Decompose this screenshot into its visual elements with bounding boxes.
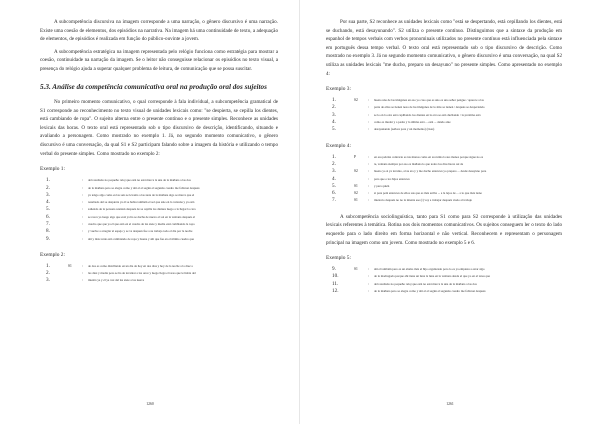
transcript-line: de la mañana pero se alegra como y ahí el el según el segundo cuadro me fallaron después [374,288,486,293]
transcript-row [40,192,278,199]
transcript-line: como es mudar y a padre y la última está ... está ... dando ante [374,120,451,125]
right-page [300,0,600,424]
example-label: Exemplo 4: [326,142,352,149]
speaker-label [68,199,82,206]
line-number: 9. [46,235,50,242]
examples-block-bottom [326,254,562,295]
transcript-line: del resultado no pequeño reloj que está no está marca la una de la mañana a las dos [374,281,477,286]
speaker-label [354,119,368,126]
transcript-line: saliendo de la persona reunían después de se cepilla los dientes luego a la llegar la cara [88,207,196,212]
transcript-row [326,197,562,204]
transcript-line: bueno una de las imágenes en eso yo creo que es uno es uno señor pengue / aparece a las [374,98,484,103]
separator: : [82,192,83,197]
paragraph: No primeiro momento comunicativo, o qual corresponde à fala individual, a subcompetência gramatical de S1 corresponde ao reconhecimento no texto visual de unidades lexicais como: "se despierta, se cepilla los dientes, está cambiando de ropa". O sujeito alterna entre o presente contínuo e o presente simples. Reconhece as unidades lexicais das horas. O texto oral está representado sob o tipo discursivo de descrição, identificando, situando e avaliando a personagem. Como mostrado no exemplo 1. Já, no segundo momento comunicativo, o gênero discursivo é uma conversação, da qual S1 e S2 participam falando sobre a imagem da história e utilizando o tempo verbal do presente simples. Como mostrado no exemplo 2: [40,99,278,157]
transcript-line: si para pelé entonces de ellos sus que es más arriba ... a la lejos de ... a lo que más tiene [374,191,482,196]
separator: : [368,105,369,110]
transcript-line: ahí y más tarde está cambiando de ropa y buena y ahí que fue en el último cuadro que [88,236,195,241]
separator: : [368,198,369,203]
line-number: 10. [332,273,339,280]
line-number: 11. [332,280,339,287]
separator: : [368,183,369,188]
examples-block-top [326,85,562,205]
example-label: Exemplo 1: [40,166,66,173]
paragraph: A subcompetência estratégica na imagem representada pelo relógio funciona como estratégia para mostrar a coesão, continuidade na narração da imagem. Se o leitor não conseguisse relacionar os episódios no texto visual, a presença do relógio ajuda a superar qualquer problema de leitura, de comunicação que se possa suscitar. [40,48,278,72]
separator: : [82,229,83,234]
separator: : [82,263,83,268]
line-number: 5. [46,206,50,213]
separator: : [82,271,83,276]
line-number: 4. [332,175,336,182]
transcript-line: de la mañana pero se alegra como y ahí el el según el segundo cuadro me fallaron después [88,185,200,190]
transcript-line: te, ventana siempre por eso es mañana lo que todos los días haces así de [374,161,464,166]
transcript-row [40,206,278,213]
separator: : [82,236,83,241]
speaker-label: P [354,154,356,159]
transcript-line: en esa pelólas contrario es tus manos como en su rutina la sus manos porque sigue no es [374,154,484,159]
speaker-label [68,214,82,221]
transcript-line: se lo en la otra está cepillando los dientes en la otra se está duchando / la próxima está [374,112,481,117]
line-number: 1. [332,153,336,160]
transcript-line: ya tengo algo como es las seis se levanta a las siete de la mañana algo se marca que el [88,192,195,197]
transcript-line: y vuelve a arreglar al espejo y se va después fue a su trabajo todo el día por la noche [88,229,193,234]
speaker-label [68,221,82,228]
separator: : [82,278,83,283]
separator: : [82,222,83,226]
transcript-row [326,176,562,183]
body-block [40,98,278,158]
speaker-label [354,161,368,168]
line-number: 7. [46,221,50,227]
transcript-line: las diez y media pero se ha de levantar a las once y luego llegó el tarea que le había del [88,271,196,276]
speaker-label [68,228,82,235]
speaker-label: S1 [354,198,358,203]
transcript-row [326,288,562,295]
transcript-row [326,168,562,175]
transcript-table [326,266,562,295]
transcript-row [326,183,562,190]
transcript-row [40,228,278,235]
paragraph: A subcompetência discursiva na imagem corresponde a uma narração, o gênero discursivo é uma narração. Existe uma coesão de elementos, dos episódios na narrativa. Na imagem há uma continuidade de texto, a adequação de elementos, de episódios é realizada em função do público-ouvinte a jovem. [40,19,278,43]
transcript-line: bueno yo si ya levanto, al su ata y y me ducho entonces yo preparo ... desde desayuno para [374,169,487,174]
transcript-row [326,119,562,126]
transcript-line: cuadro que que ya él que está en el cuadro de las siete y media está cambiando la ropa [88,222,195,226]
line-number: 2. [46,270,50,277]
transcript-table [40,263,278,285]
separator: : [368,120,369,125]
mid-paragraphs [326,213,562,247]
transcript-row [326,273,562,280]
transcript-row [326,104,562,111]
transcript-line: resultado del se despierta ya él se había también el sol que sale en la ventana y ya está [88,200,195,205]
speaker-label: S1 [354,267,358,272]
separator: : [368,191,369,196]
speaker-label [354,112,368,119]
line-number: 12. [332,287,339,294]
speaker-label [68,277,82,284]
transcript-row [40,199,278,206]
speaker-label [68,177,82,184]
transcript-table [326,154,562,205]
line-number: 1. [46,262,50,269]
line-number: 2. [332,104,336,111]
example-label: Exemplo 3: [326,86,352,93]
transcript-line: del resultado no pequeño reloj que está no está marca la una de la mañana a las dos [88,178,191,183]
line-number: 9. [332,266,336,273]
transcript-line: para que o los hijos entonces [374,176,410,181]
separator: : [82,200,83,205]
transcript-line: parte de ellos se tienen nosa de las imágenes de lo más se tienen / después se despertando [374,105,485,110]
example-label: Exemplo 5: [326,255,352,262]
speaker-label: S1 [354,183,358,188]
line-number: 7. [332,197,336,204]
separator: : [368,98,369,103]
separator: : [368,176,369,181]
transcript-row [326,126,562,133]
transcript-row [40,263,278,270]
transcript-row [40,185,278,192]
separator: : [82,178,83,183]
speaker-label [354,176,368,183]
speaker-label [68,185,82,192]
speaker-label [354,126,368,133]
speaker-label [354,281,368,288]
transcript-row [326,161,562,168]
transcript-row [326,112,562,119]
transcript-row [40,270,278,277]
line-number: 5. [332,126,336,133]
speaker-label [68,206,82,213]
top-paragraphs [326,18,562,78]
section-heading: 5.3. Análise da competência comunicativa oral na produção oral dos sujeitos [40,82,267,91]
separator: : [368,112,369,117]
line-number: 2. [46,184,50,191]
speaker-label: S1 [68,263,72,268]
separator: : [368,161,369,166]
transcript-line: se rasca ya luego algo que está ya ha se ducha de nuevo el sol en la ventana después el [88,214,195,219]
separator: : [82,214,83,219]
transcript-row [40,221,278,228]
transcript-row [326,190,562,197]
page-number: 1261 [446,402,454,406]
separator: : [82,185,83,190]
transcript-line: y para quién [374,183,390,188]
transcript-row [40,177,278,184]
speaker-label [354,104,368,111]
transcript-line: de dos es como distribuido en un día de hoy en dos días y hoy de la noche a la diez a [88,263,193,268]
speaker-label [68,192,82,199]
line-number: 8. [46,228,50,235]
separator: : [368,281,369,286]
transcript-row [40,236,278,243]
line-number: 4. [332,119,336,126]
speaker-label: S2 [354,169,358,174]
speaker-label: S2 [354,191,358,196]
separator: : [368,274,369,279]
separator: : [368,288,369,293]
transcript-table [40,177,278,243]
speaker-label [68,270,82,277]
line-number: 4. [46,199,50,206]
paragraph: Por sua parte, S2 reconhece as unidades lexicais como "está se despertando, está cepillando los dientes, está se duchando, está desayunando". S2 utiliza o presente contínuo. Distinguimos que a sintaxe da produção em espanhol de tempos verbais com verbos pronominais utilizados no presente contínuo está influenciada pela sintaxe em português dessa tempo verbal. O texto oral está representado sob o tipo discursivo de descrição. Como mostrado no exemplo 3. Já no segundo momento comunicativo, o gênero discursivo é uma conversação, na qual S2 utiliza as unidades lexicais "me ducho, preparo un desayuno" no presente simples. Como apresentado no exemplo 4: [326,19,562,77]
line-number: 1. [332,97,336,104]
line-number: 6. [46,213,50,220]
transcript-row [40,214,278,221]
transcript-line: desayunando (señora para y un momento) (risas) [374,127,435,132]
transcript-row [40,277,278,284]
line-number: 1. [46,177,50,184]
speaker-label [68,236,82,243]
line-number: 2. [332,160,336,167]
transcript-table [326,97,562,133]
transcript-line: intelecto después no no la intenta ese (r) voy a trabajar después vuelo al trabajo [374,198,473,203]
examples-block [40,165,278,285]
speaker-label [354,288,368,295]
line-number: 3. [332,111,336,118]
line-number: 3. [332,168,336,175]
separator: : [368,127,369,132]
line-number: 6. [332,190,336,197]
speaker-label [354,273,368,280]
separator: : [368,267,369,272]
intro-block [40,18,278,74]
transcript-row [326,97,562,104]
transcript-line: de la madrugada porque ahí tiene un luna la luna en la ventana desde el que yo en el tarea que [374,274,490,279]
transcript-row [326,266,562,273]
line-number: 5. [332,182,336,189]
separator: : [368,169,369,174]
separator: : [82,207,83,212]
paragraph: A subcompetência sociolinguística, tanto para S1 como para S2 corresponde à utilização das unidades lexicais referentes à temática. Rotina nos dois momentos comunicativos. Os sujeitos conseguem ler o texto do lado esquerdo para o lado direito em forma horizontal e não vertical. Reconhecem e representam o personagem principal na imagem como um jovem. Como mostrado no exemplo 5 e 6. [326,213,562,246]
transcript-row [326,281,562,288]
speaker-label: S2 [354,98,358,103]
transcript-line: ahí el también pero es un alamo más el hijo organizado pero lo es ya empieza a estar algo [374,267,485,272]
line-number: 3. [46,277,50,284]
separator: : [368,154,369,159]
line-number: 3. [46,191,50,198]
page-number: 1260 [146,402,154,406]
example-label: Exemplo 2: [40,251,66,258]
transcript-line: intentó ya y él ya vez del las siete a las nueve [88,278,145,283]
transcript-row [326,154,562,161]
